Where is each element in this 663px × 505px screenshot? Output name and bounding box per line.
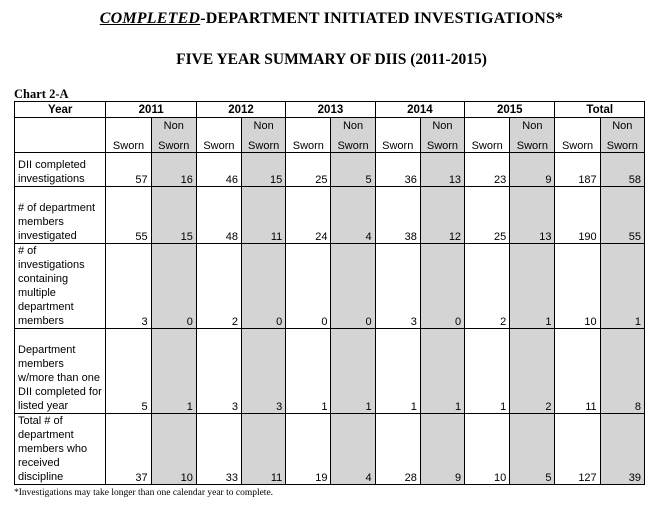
non-sworn-value: 58 bbox=[600, 153, 644, 187]
sworn-value: 55 bbox=[106, 187, 151, 244]
sworn-value: 11 bbox=[555, 329, 600, 414]
non-sworn-value: 0 bbox=[331, 244, 375, 329]
non-sworn-value: 1 bbox=[331, 329, 375, 414]
non-sworn-value: 9 bbox=[420, 414, 464, 485]
sworn-value: 187 bbox=[555, 153, 600, 187]
non-sworn-header: Non Sworn bbox=[242, 118, 286, 153]
table-row bbox=[15, 414, 645, 485]
sworn-value: 46 bbox=[196, 153, 241, 187]
non-sworn-value: 1 bbox=[151, 329, 196, 414]
sworn-value: 2 bbox=[196, 244, 241, 329]
sworn-header: Sworn bbox=[375, 118, 420, 153]
year-header: 2013 bbox=[286, 102, 375, 118]
sworn-value: 19 bbox=[286, 414, 331, 485]
table-row bbox=[15, 153, 645, 187]
sworn-value: 38 bbox=[375, 187, 420, 244]
year-header: 2011 bbox=[106, 102, 196, 118]
non-sworn-value: 4 bbox=[331, 187, 375, 244]
row-label: DII completed investigations bbox=[15, 153, 106, 187]
title-emphasis: COMPLETED bbox=[99, 10, 201, 27]
non-sworn-value: 15 bbox=[151, 187, 196, 244]
sworn-value: 23 bbox=[465, 153, 510, 187]
non-sworn-value: 4 bbox=[331, 414, 375, 485]
non-sworn-value: 13 bbox=[510, 187, 555, 244]
sworn-value: 25 bbox=[286, 153, 331, 187]
non-sworn-value: 0 bbox=[420, 244, 464, 329]
year-header: 2012 bbox=[196, 102, 285, 118]
non-sworn-header: Non Sworn bbox=[420, 118, 464, 153]
non-sworn-value: 10 bbox=[151, 414, 196, 485]
report-subtitle: FIVE YEAR SUMMARY OF DIIS (2011-2015) bbox=[176, 51, 487, 68]
blank-cell bbox=[15, 118, 106, 153]
sworn-header: Sworn bbox=[465, 118, 510, 153]
non-sworn-value: 13 bbox=[420, 153, 464, 187]
sworn-value: 1 bbox=[286, 329, 331, 414]
corner-header: Year bbox=[15, 102, 106, 118]
summary-table bbox=[14, 101, 645, 485]
sworn-value: 28 bbox=[375, 414, 420, 485]
non-sworn-value: 8 bbox=[600, 329, 644, 414]
year-header-row bbox=[15, 102, 645, 118]
non-sworn-value: 11 bbox=[242, 414, 286, 485]
non-sworn-value: 5 bbox=[331, 153, 375, 187]
year-header: 2015 bbox=[465, 102, 555, 118]
sworn-value: 3 bbox=[196, 329, 241, 414]
sworn-value: 36 bbox=[375, 153, 420, 187]
sworn-header: Sworn bbox=[286, 118, 331, 153]
row-label: Department members w/more than one DII completed for listed year bbox=[15, 329, 106, 414]
row-label: Total # of department members who received discipline bbox=[15, 414, 106, 485]
row-label: # of department members investigated bbox=[15, 187, 106, 244]
non-sworn-header: Non Sworn bbox=[510, 118, 555, 153]
subheader-row bbox=[15, 118, 645, 153]
row-label: # of investigations containing multiple department members bbox=[15, 244, 106, 329]
non-sworn-value: 1 bbox=[510, 244, 555, 329]
sworn-header: Sworn bbox=[555, 118, 600, 153]
non-sworn-value: 3 bbox=[242, 329, 286, 414]
sworn-value: 24 bbox=[286, 187, 331, 244]
sworn-value: 127 bbox=[555, 414, 600, 485]
non-sworn-value: 55 bbox=[600, 187, 644, 244]
footnote: *Investigations may take longer than one calendar year to complete. bbox=[14, 488, 274, 498]
sworn-value: 190 bbox=[555, 187, 600, 244]
sworn-value: 10 bbox=[465, 414, 510, 485]
chart-label: Chart 2-A bbox=[14, 87, 69, 101]
sworn-value: 25 bbox=[465, 187, 510, 244]
non-sworn-value: 15 bbox=[242, 153, 286, 187]
table-row bbox=[15, 187, 645, 244]
report-title bbox=[0, 10, 663, 28]
sworn-value: 48 bbox=[196, 187, 241, 244]
table-row bbox=[15, 244, 645, 329]
sworn-value: 1 bbox=[465, 329, 510, 414]
sworn-header: Sworn bbox=[106, 118, 151, 153]
non-sworn-value: 0 bbox=[151, 244, 196, 329]
non-sworn-header: Non Sworn bbox=[600, 118, 644, 153]
non-sworn-value: 2 bbox=[510, 329, 555, 414]
sworn-value: 37 bbox=[106, 414, 151, 485]
non-sworn-value: 9 bbox=[510, 153, 555, 187]
non-sworn-value: 16 bbox=[151, 153, 196, 187]
sworn-value: 1 bbox=[375, 329, 420, 414]
non-sworn-value: 12 bbox=[420, 187, 464, 244]
sworn-value: 10 bbox=[555, 244, 600, 329]
sworn-value: 3 bbox=[375, 244, 420, 329]
year-header: Total bbox=[555, 102, 645, 118]
sworn-value: 5 bbox=[106, 329, 151, 414]
year-header: 2014 bbox=[375, 102, 464, 118]
non-sworn-value: 1 bbox=[420, 329, 464, 414]
sworn-value: 57 bbox=[106, 153, 151, 187]
non-sworn-value: 0 bbox=[242, 244, 286, 329]
non-sworn-header: Non Sworn bbox=[151, 118, 196, 153]
non-sworn-header: Non Sworn bbox=[331, 118, 375, 153]
sworn-value: 2 bbox=[465, 244, 510, 329]
sworn-header: Sworn bbox=[196, 118, 241, 153]
non-sworn-value: 39 bbox=[600, 414, 644, 485]
non-sworn-value: 5 bbox=[510, 414, 555, 485]
non-sworn-value: 1 bbox=[600, 244, 644, 329]
sworn-value: 33 bbox=[196, 414, 241, 485]
sworn-value: 0 bbox=[286, 244, 331, 329]
title-rest: -DEPARTMENT INITIATED INVESTIGATIONS* bbox=[200, 10, 564, 27]
sworn-value: 3 bbox=[106, 244, 151, 329]
table-row bbox=[15, 329, 645, 414]
non-sworn-value: 11 bbox=[242, 187, 286, 244]
